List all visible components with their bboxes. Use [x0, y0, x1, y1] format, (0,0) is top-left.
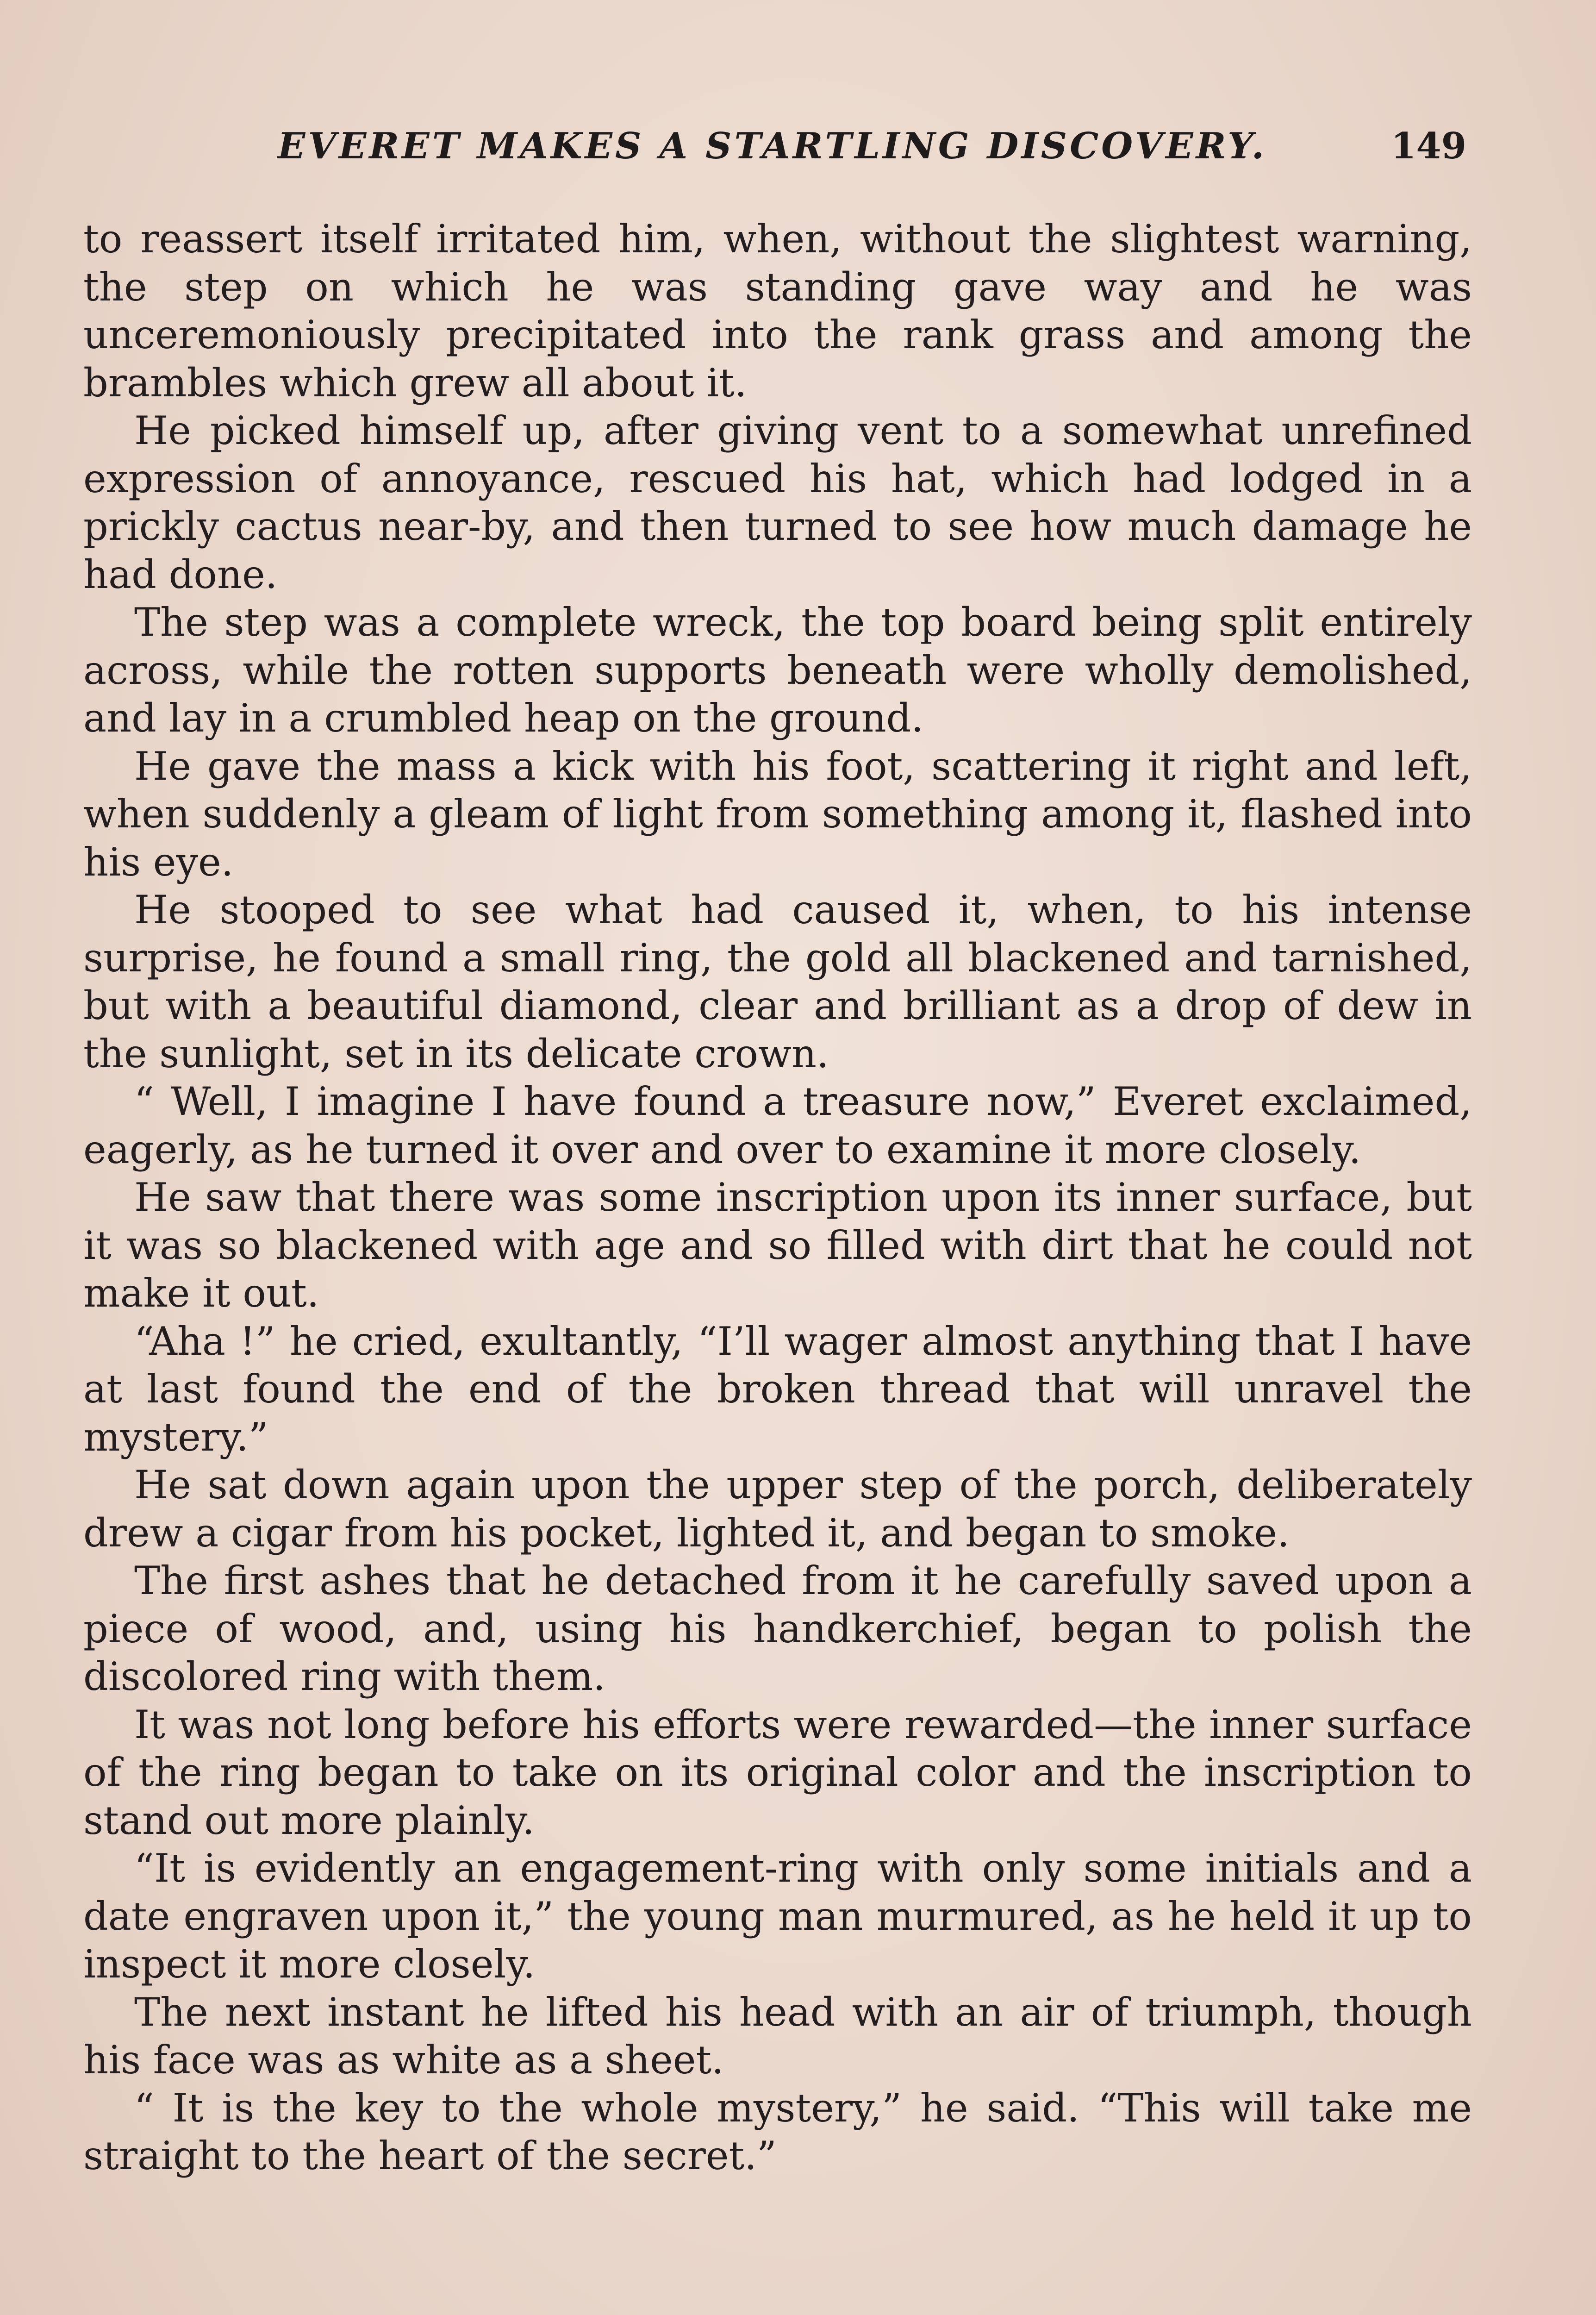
body-text [83, 215, 1472, 2180]
paragraph: “ Well, I imagine I have found a treasure now,” Everet exclaimed, eagerly, as he turned it over and over to examine it more closely. [83, 1079, 1472, 1172]
paragraph: He stooped to see what had caused it, when, to his intense surprise, he found a small ring, the gold all blackened and tarnished, but with a beautiful diamond, clear and brilliant as a drop of dew in the sunlight, set in its delicate crown. [83, 887, 1472, 1076]
paragraph: He picked himself up, after giving vent to a somewhat unrefined expression of annoyance, rescued his hat, which had lodged in a prickly cactus near-by, and then turned to see how much damage he had done. [83, 408, 1472, 597]
paragraph: “ It is the key to the whole mystery,” he said. “This will take me straight to the heart of the secret.” [83, 2085, 1472, 2178]
paragraph: The first ashes that he detached from it he carefully saved upon a piece of wood, and, using his handkerchief, began to polish the discolored ring with them. [83, 1558, 1472, 1699]
paragraph: He gave the mass a kick with his foot, scattering it right and left, when suddenly a gleam of light from something among it, flashed into his eye. [83, 743, 1472, 885]
paragraph: to reassert itself irritated him, when, without the slightest warning, the step on which he was standing gave way and he was unceremoniously precipitated into the rank grass and among the brambles which grew all about it. [83, 216, 1472, 406]
paragraph: He saw that there was some inscription upon its inner surface, but it was so blackened with age and so filled with dirt that he could not make it out. [83, 1175, 1472, 1316]
running-title: EVERET MAKES A STARTLING DISCOVERY. [278, 125, 1267, 167]
paragraph: It was not long before his efforts were rewarded—the inner surface of the ring began to take on its original color and the inscription to stand out more plainly. [83, 1702, 1472, 1843]
paragraph: The step was a complete wreck, the top board being split entirely across, while the rotten supports beneath were wholly demolished, and lay in a crumbled heap on the ground. [83, 600, 1472, 741]
running-header [278, 125, 1466, 176]
paragraph: “It is evidently an engagement-ring with only some initials and a date engraven upon it,” the young man murmured, as he held it up to inspect it more closely. [83, 1846, 1472, 1987]
paragraph: He sat down again upon the upper step of the porch, deliberately drew a cigar from his pocket, lighted it, and began to smoke. [83, 1462, 1472, 1556]
paragraph: The next instant he lifted his head with an air of triumph, though his face was as white as a sheet. [83, 1989, 1472, 2083]
page-number: 149 [1391, 125, 1466, 167]
paragraph: “Aha !” he cried, exultantly, “I’ll wager almost anything that I have at last found the end of the broken thread that will unravel the mystery.” [83, 1318, 1472, 1460]
